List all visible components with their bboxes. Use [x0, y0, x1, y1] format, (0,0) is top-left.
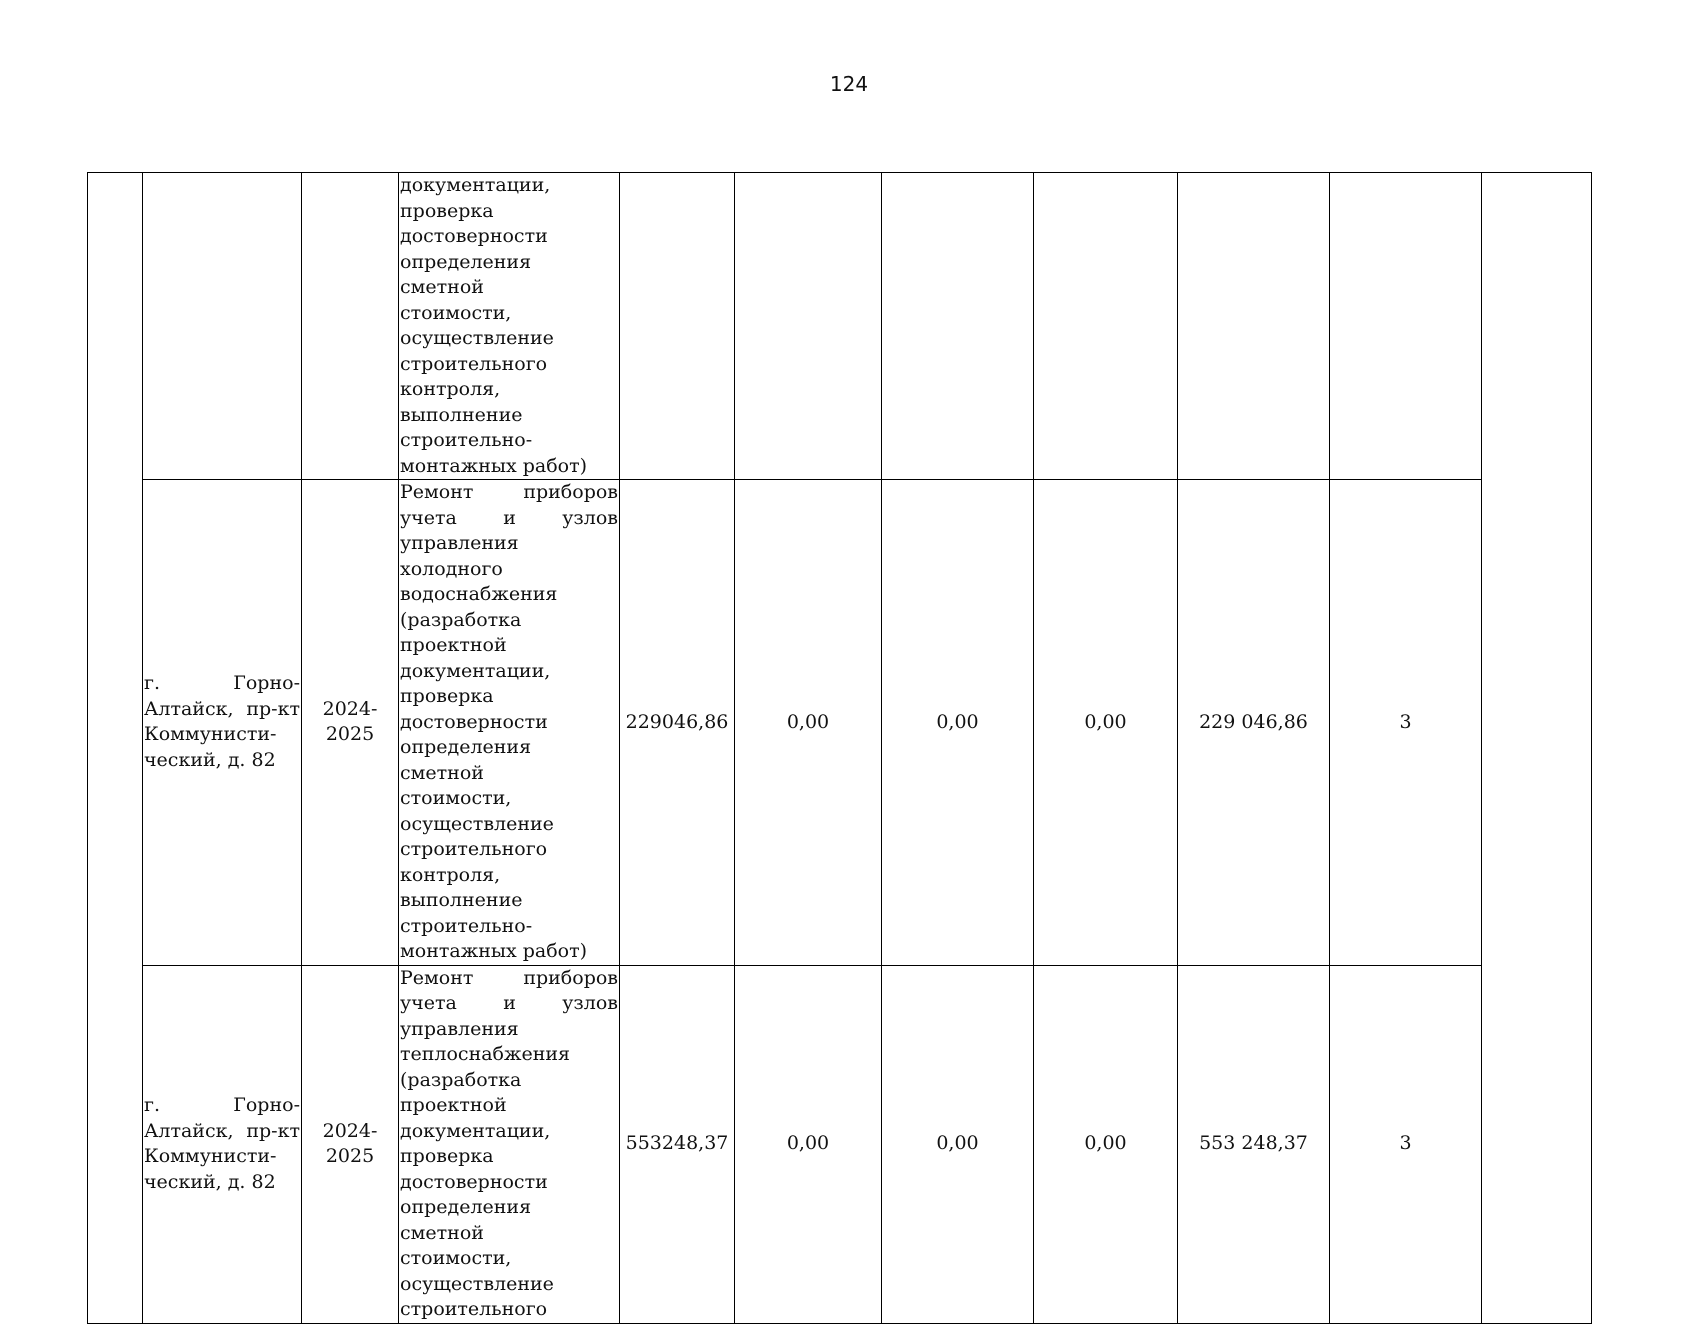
description-cell	[399, 480, 620, 966]
extra-cell	[1482, 173, 1592, 1324]
code-cell	[1330, 173, 1482, 480]
cell-text-line: стоимости,	[400, 301, 512, 324]
cell-text-line: строительного	[400, 352, 548, 375]
code-cell: 3	[1330, 965, 1482, 1323]
period-cell	[302, 480, 399, 966]
cell-text-line: 2024-	[322, 1119, 378, 1142]
value-cell-2: 0,00	[882, 480, 1034, 966]
cell-text-line: достоверности	[400, 225, 548, 247]
value-cell-3	[1034, 173, 1178, 480]
cell-text-line: монтажных работ)	[400, 454, 588, 477]
cell-text-line: строительного	[400, 838, 548, 860]
number-cell	[88, 173, 143, 1324]
cell-text-line: Коммунисти-	[144, 1145, 277, 1167]
value-cell-4	[1178, 173, 1330, 480]
value-cell-2	[882, 173, 1034, 480]
value-cell-3: 0,00	[1034, 480, 1178, 966]
cell-text-line: (разработка проектной	[400, 608, 522, 656]
cell-text-line: г. Горно-	[144, 1094, 300, 1116]
address-cell	[143, 173, 302, 480]
cell-text-line: определения сметной	[400, 736, 532, 784]
value-cell-1: 0,00	[735, 480, 882, 966]
cell-text-line: ческий, д. 82	[144, 748, 276, 771]
cell-text-line: Ремонт приборов	[400, 481, 618, 503]
cell-text-line: стоимости,	[400, 1247, 512, 1269]
value-cell-3: 0,00	[1034, 965, 1178, 1323]
cell-text-line: осуществление	[400, 327, 554, 349]
table-row	[88, 480, 1592, 966]
cell-text-line: ческий, д. 82	[144, 1170, 276, 1193]
cell-text-line: Ремонт приборов	[400, 966, 618, 989]
cell-text-line: учета и узлов	[400, 992, 618, 1014]
cell-text-line: документации,	[400, 174, 551, 196]
value-cell-1: 0,00	[735, 965, 882, 1323]
cell-text-line: управления холодного	[400, 532, 519, 580]
cell-text-line: стоимости,	[400, 787, 512, 809]
cell-text-line: монтажных работ)	[400, 940, 588, 962]
cell-text-line: документации,	[400, 1119, 551, 1142]
cell-text-line: г. Горно-	[144, 672, 300, 695]
page-number: 124	[829, 72, 869, 96]
address-cell	[143, 480, 302, 966]
cell-text-line: теплоснабжения	[400, 1043, 571, 1065]
cell-text-line: 2024-	[322, 697, 378, 720]
cell-text-line: контроля, выполнение	[400, 378, 523, 426]
cell-text-line: Алтайск, пр-кт	[144, 1119, 300, 1142]
value-cell-4: 229 046,86	[1178, 480, 1330, 966]
cell-text-line: определения сметной	[400, 1196, 532, 1244]
cell-text-line: определения сметной	[400, 250, 532, 298]
works-table	[87, 172, 1592, 1324]
cell-text-line: 2025	[325, 1145, 375, 1167]
cell-text-line: проверка	[400, 199, 494, 222]
total-cost-cell: 553248,37	[620, 965, 735, 1323]
cell-text-line: учета и узлов	[400, 506, 618, 529]
table-row	[88, 173, 1592, 480]
cell-text-line: осуществление	[400, 1272, 554, 1295]
address-cell	[143, 965, 302, 1323]
cell-text-line: проверка	[400, 1145, 494, 1167]
cell-text-line: достоверности	[400, 710, 548, 733]
period-cell	[302, 965, 399, 1323]
period-cell	[302, 173, 399, 480]
description-cell	[399, 965, 620, 1323]
code-cell: 3	[1330, 480, 1482, 966]
cell-text-line: контроля, выполнение	[400, 863, 523, 911]
cell-text-line: Алтайск, пр-кт	[144, 697, 300, 720]
description-cell	[399, 173, 620, 480]
cell-text-line: строительно-	[400, 429, 533, 451]
total-cost-cell: 229046,86	[620, 480, 735, 966]
cell-text-line: водоснабжения	[400, 583, 558, 605]
cell-text-line: строительно-	[400, 914, 533, 937]
value-cell-2: 0,00	[882, 965, 1034, 1323]
cell-text-line: управления	[400, 1017, 519, 1040]
cell-text-line: проверка	[400, 685, 494, 707]
table-row	[88, 965, 1592, 1323]
cell-text-line: документации,	[400, 659, 551, 682]
total-cost-cell	[620, 173, 735, 480]
cell-text-line: осуществление	[400, 812, 554, 835]
cell-text-line: 2025	[325, 723, 375, 746]
value-cell-4: 553 248,37	[1178, 965, 1330, 1323]
cell-text-line: Коммунисти-	[144, 723, 277, 746]
cell-text-line: строительного	[400, 1298, 548, 1320]
cell-text-line: (разработка проектной	[400, 1068, 522, 1116]
value-cell-1	[735, 173, 882, 480]
cell-text-line: достоверности	[400, 1170, 548, 1193]
